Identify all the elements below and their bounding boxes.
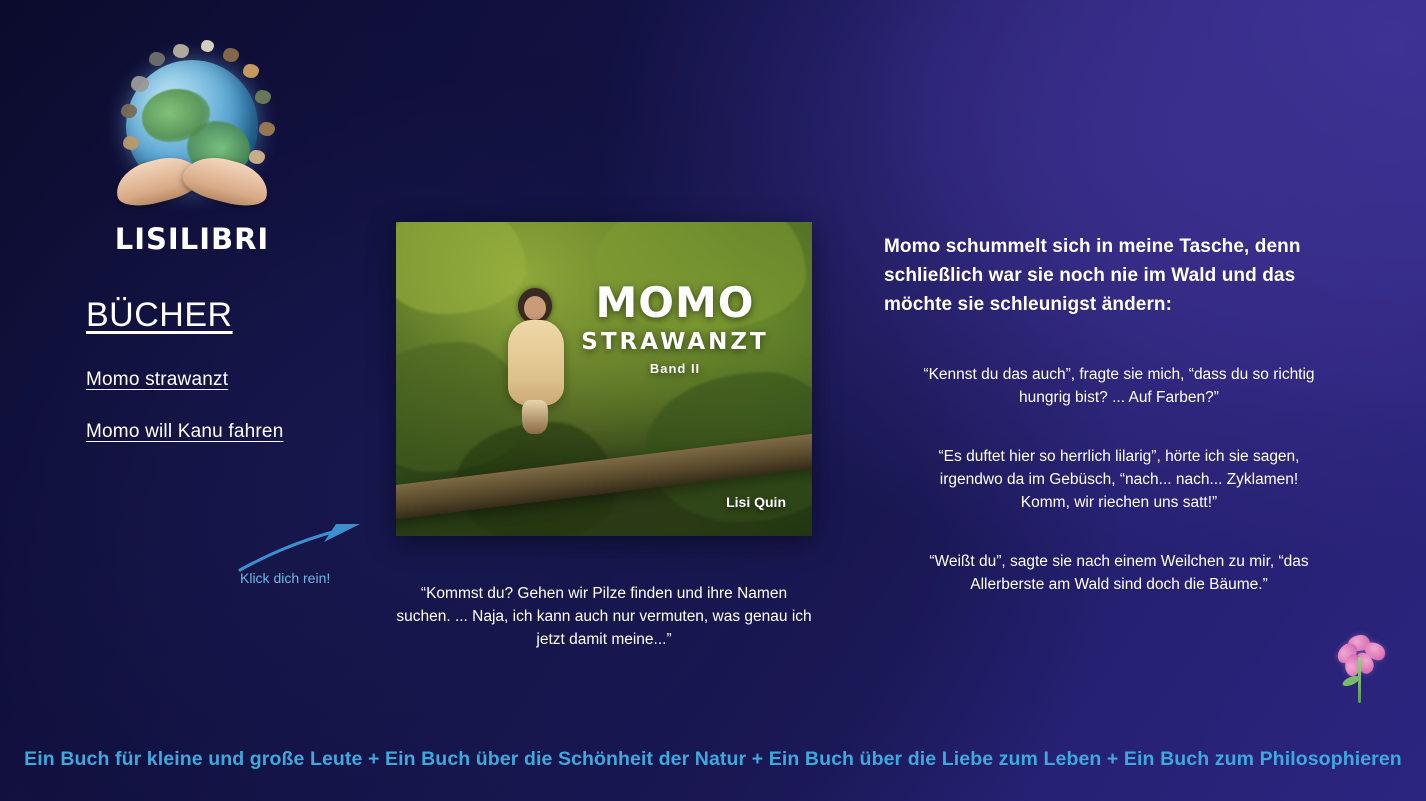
right-text-column (884, 232, 1354, 632)
animal-icon (149, 52, 165, 66)
animal-icon (123, 136, 139, 150)
book-title-line1: MOMO (595, 278, 755, 327)
doll-dress (508, 320, 564, 406)
book-title-line2: STRAWANZT (581, 329, 769, 355)
nav-title: BÜCHER (86, 296, 233, 334)
nav-link-momo-strawanzt[interactable]: Momo strawanzt (86, 369, 229, 390)
right-quote-3: “Weißt du”, sagte sie nach einem Weilchen zu mir, “das Allerberste am Wald sind doch die Bäume.” (929, 553, 1309, 593)
book-cover-image[interactable] (396, 222, 812, 536)
right-quote-2: “Es duftet hier so herrlich lilarig”, hörte ich sie sagen, irgendwo da im Gebüsch, “nach... nach... Zyklamen! Komm, wir riechen uns satt!” (938, 448, 1300, 511)
brand-logo[interactable] (72, 38, 312, 256)
right-quote-1: “Kennst du das auch”, fragte sie mich, “dass du so richtig hungrig bist? ... Auf Farben?” (923, 366, 1315, 406)
hand-right-icon (179, 150, 273, 212)
book-author: Lisi Quin (726, 494, 786, 510)
curved-arrow-icon (232, 512, 382, 572)
animal-icon (223, 48, 239, 62)
footer-tagline: Ein Buch für kleine und große Leute + Ein Buch über die Schönheit der Natur + Ein Buch über die Liebe zum Leben + Ein Buch zum Philosophieren (24, 748, 1402, 770)
right-heading: Momo schummelt sich in meine Tasche, denn schließlich war sie noch nie im Wald und das möchte sie schleunigst ändern: (884, 236, 1301, 315)
book-cover-title (560, 278, 790, 376)
cover-quote-text: “Kommst du? Gehen wir Pilze finden und ihre Namen suchen. ... Naja, ich kann auch nur vermuten, was genau ich jetzt damit meine...” (396, 585, 812, 648)
animal-icon (255, 90, 271, 104)
animal-icon (259, 122, 275, 136)
hands-icon (117, 160, 267, 206)
globe-in-hands-icon (77, 38, 307, 218)
doll-face (524, 296, 546, 320)
animal-icon (201, 40, 214, 52)
doll-legs (522, 400, 548, 434)
nav-link-momo-will-kanu-fahren[interactable]: Momo will Kanu fahren (86, 421, 284, 442)
books-navigation (84, 296, 384, 473)
animal-icon (121, 104, 137, 118)
brand-name: LISILIBRI (114, 222, 270, 256)
animal-icon (243, 64, 259, 78)
pink-flower-icon (1332, 633, 1392, 705)
book-title-line3: Band II (649, 361, 701, 376)
click-callout (232, 512, 382, 592)
click-callout-label: Klick dich rein! (240, 570, 331, 586)
doll-momo-figure (504, 288, 568, 438)
animal-icon (173, 44, 189, 58)
